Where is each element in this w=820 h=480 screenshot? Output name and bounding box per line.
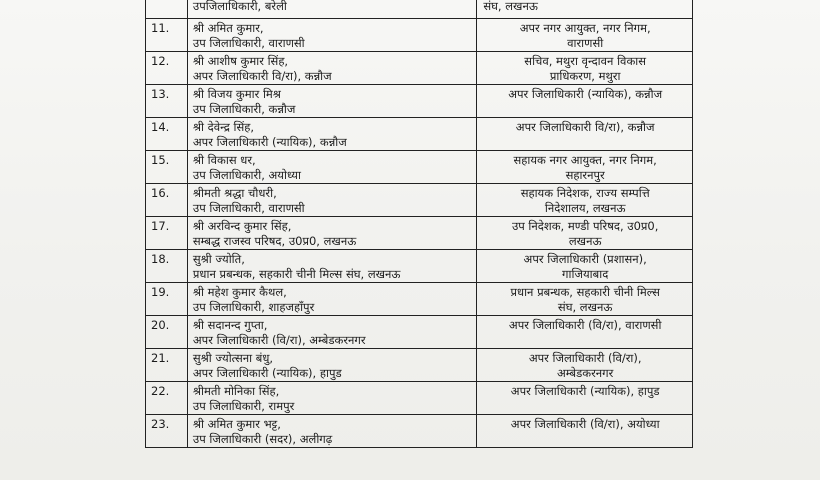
posting-line: सहायक निदेशक, राज्य सम्पत्ति [520, 186, 650, 200]
post-line: उप जिलाधिकारी, वाराणसी [192, 35, 305, 50]
table-row [146, 19, 693, 52]
posting-line: संघ, लखनऊ [483, 0, 538, 13]
posting-line: अपर जिलाधिकारी (प्रशासन), [523, 252, 647, 266]
officer-name: श्री विजय कुमार मिश्र [192, 87, 281, 101]
serial-number: 16. [146, 184, 188, 217]
new-posting [477, 151, 693, 184]
table-row [146, 52, 693, 85]
new-posting [477, 52, 693, 85]
new-posting [477, 85, 693, 118]
post-line: उप जिलाधिकारी, वाराणसी [192, 200, 305, 215]
post-line: सम्बद्ध राजस्व परिषद, उ0प्र0, लखनऊ [192, 233, 357, 248]
posting-line: अपर जिलाधिकारी (वि/रा), [528, 351, 642, 365]
posting-line: उप निदेशक, मण्डी परिषद, उ0प्र0, [511, 219, 659, 233]
table-row [146, 283, 693, 316]
officer-current-post [187, 316, 476, 349]
posting-line: निदेशालय, लखनऊ [544, 200, 626, 215]
new-posting [477, 349, 693, 382]
officer-current-post [187, 250, 476, 283]
officer-current-post [187, 52, 476, 85]
posting-line: प्रधान प्रबन्धक, सहकारी चीनी मिल्स [510, 285, 660, 299]
posting-line: सहायक नगर आयुक्त, नगर निगम, [513, 153, 657, 167]
post-line: उपजिलाधिकारी, बरेली [192, 0, 287, 13]
officer-name: सुश्री ज्योति, [192, 252, 245, 266]
posting-line: लखनऊ [568, 233, 602, 248]
serial-number: 11. [146, 19, 188, 52]
table-row [146, 382, 693, 415]
post-line: अपर जिलाधिकारी (वि/रा), अम्बेडकरनगर [192, 332, 366, 347]
officer-current-post [187, 184, 476, 217]
officer-current-post [187, 151, 476, 184]
officer-current-post [187, 19, 476, 52]
serial-number: 20. [146, 316, 188, 349]
table-row [146, 118, 693, 151]
officer-current-post [187, 283, 476, 316]
post-line: उप जिलाधिकारी, शाहजहाँपुर [192, 299, 315, 314]
officer-name: श्री सदानन्द गुप्ता, [192, 318, 268, 332]
officer-name: श्री अमित कुमार, [192, 21, 264, 35]
posting-line: अपर जिलाधिकारी (न्यायिक), कन्नौज [508, 87, 663, 101]
serial-number: 13. [146, 85, 188, 118]
serial-number: 18. [146, 250, 188, 283]
post-line: अपर जिलाधिकारी (न्यायिक), हापुड [192, 365, 342, 380]
officer-current-post [187, 118, 476, 151]
serial-number: 14. [146, 118, 188, 151]
officer-name: सुश्री ज्योत्सना बंधु, [192, 351, 274, 365]
table-row [146, 250, 693, 283]
post-line: अपर जिलाधिकारी (न्यायिक), कन्नौज [192, 134, 347, 149]
posting-line: संघ, लखनऊ [557, 299, 613, 314]
officer-name: श्री अरविन्द कुमार सिंह, [192, 219, 292, 233]
posting-line: अपर नगर आयुक्त, नगर निगम, [519, 21, 651, 35]
serial-number: 19. [146, 283, 188, 316]
posting-line: सहारनपुर [565, 167, 605, 182]
officer-current-post [187, 85, 476, 118]
officer-name: श्री महेश कुमार कैथल, [192, 285, 287, 299]
posting-line: अपर जिलाधिकारी वि/रा), कन्नौज [515, 120, 655, 134]
officer-current-post [187, 217, 476, 250]
posting-line: प्राधिकरण, मथुरा [549, 68, 621, 83]
officer-current-post [187, 415, 476, 448]
officer-name: श्री आशीष कुमार सिंह, [192, 54, 289, 68]
posting-line: गाजियाबाद [562, 266, 609, 281]
posting-line: अम्बेडकरनगर [557, 365, 614, 380]
serial-number [146, 0, 188, 19]
table-row [146, 0, 693, 19]
posting-line: वाराणसी [567, 35, 604, 50]
post-line: उप जिलाधिकारी, अयोध्या [192, 167, 301, 182]
officer-name: श्री अमित कुमार भट्ट, [192, 417, 281, 431]
new-posting [477, 415, 693, 448]
serial-number: 23. [146, 415, 188, 448]
officer-name: श्रीमती श्रद्धा चौधरी, [192, 186, 277, 200]
post-line: प्रधान प्रबन्धक, सहकारी चीनी मिल्स संघ, लखनऊ [192, 266, 401, 281]
serial-number: 12. [146, 52, 188, 85]
officer-name: श्री विकास धर, [192, 153, 256, 167]
new-posting [477, 217, 693, 250]
post-line: उप जिलाधिकारी, रामपुर [192, 398, 295, 413]
officer-name: श्रीमती मोनिका सिंह, [192, 384, 280, 398]
new-posting [477, 250, 693, 283]
table-row [146, 151, 693, 184]
post-line: उप जिलाधिकारी, कन्नौज [192, 101, 296, 116]
serial-number: 17. [146, 217, 188, 250]
serial-number: 21. [146, 349, 188, 382]
officer-current-post [187, 382, 476, 415]
posting-line: अपर जिलाधिकारी (वि/रा), अयोध्या [510, 417, 660, 431]
table-row [146, 85, 693, 118]
new-posting [477, 382, 693, 415]
officer-current-post [187, 0, 476, 19]
transfer-table-body [146, 0, 693, 448]
new-posting [477, 118, 693, 151]
officer-name: श्री देवेन्द्र सिंह, [192, 120, 254, 134]
new-posting [477, 316, 693, 349]
post-line: उप जिलाधिकारी (सदर), अलीगढ़ [192, 431, 333, 446]
new-posting [477, 283, 693, 316]
table-row [146, 349, 693, 382]
table-row [146, 316, 693, 349]
new-posting [477, 19, 693, 52]
table-row [146, 184, 693, 217]
posting-line: अपर जिलाधिकारी (वि/रा), वाराणसी [508, 318, 662, 332]
posting-line: सचिव, मथुरा वृन्दावन विकास [524, 54, 647, 68]
new-posting [477, 0, 693, 19]
serial-number: 15. [146, 151, 188, 184]
table-row [146, 415, 693, 448]
transfer-table [145, 0, 693, 448]
officer-current-post [187, 349, 476, 382]
new-posting [477, 184, 693, 217]
posting-line: अपर जिलाधिकारी (न्यायिक), हापुड [510, 384, 660, 398]
table-row [146, 217, 693, 250]
post-line: अपर जिलाधिकारी वि/रा), कन्नौज [192, 68, 332, 83]
serial-number: 22. [146, 382, 188, 415]
